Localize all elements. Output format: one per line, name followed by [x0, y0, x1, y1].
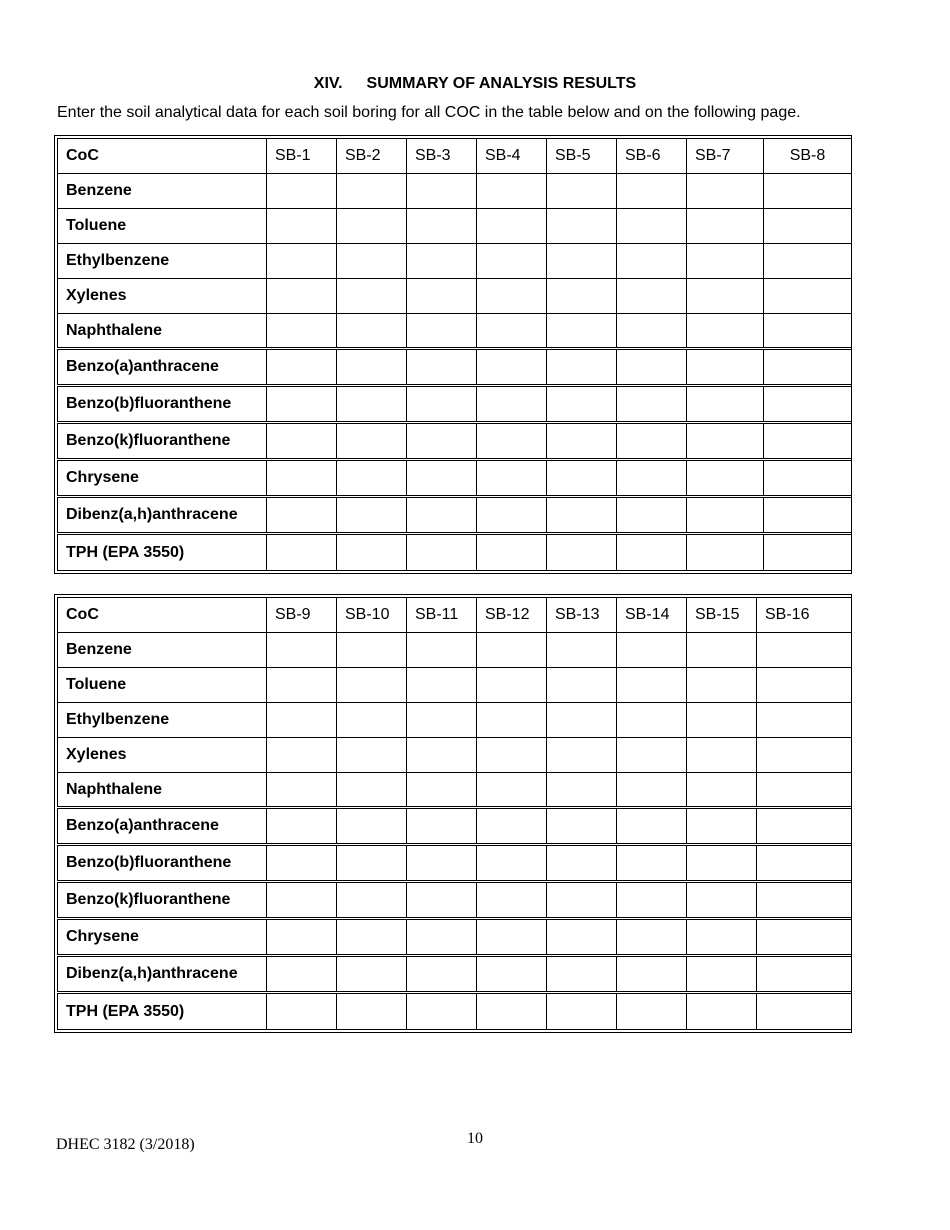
- result-cell[interactable]: [617, 534, 687, 571]
- result-cell[interactable]: [687, 279, 764, 314]
- result-cell[interactable]: [407, 882, 477, 919]
- table-row: [58, 244, 852, 279]
- result-cell[interactable]: [337, 919, 407, 956]
- result-cell[interactable]: [337, 349, 407, 386]
- result-cell[interactable]: [477, 244, 547, 279]
- result-cell[interactable]: [617, 773, 687, 808]
- table-row: [58, 534, 852, 571]
- coc-label: Dibenz(a,h)anthracene: [58, 497, 267, 534]
- result-cell[interactable]: [337, 497, 407, 534]
- result-cell[interactable]: [267, 668, 337, 703]
- result-cell[interactable]: [477, 534, 547, 571]
- result-cell[interactable]: [407, 497, 477, 534]
- results-table-1-grid: [57, 138, 852, 571]
- result-cell[interactable]: [477, 845, 547, 882]
- header-sb-6: SB-6: [617, 139, 687, 174]
- result-cell[interactable]: [267, 423, 337, 460]
- result-cell[interactable]: [547, 703, 617, 738]
- result-cell[interactable]: [547, 956, 617, 993]
- result-cell[interactable]: [407, 845, 477, 882]
- result-cell[interactable]: [337, 845, 407, 882]
- coc-label: Benzo(b)fluoranthene: [58, 845, 267, 882]
- result-cell[interactable]: [547, 349, 617, 386]
- result-cell[interactable]: [477, 497, 547, 534]
- result-cell[interactable]: [687, 703, 757, 738]
- result-cell[interactable]: [477, 738, 547, 773]
- result-cell[interactable]: [267, 386, 337, 423]
- coc-label: TPH (EPA 3550): [58, 993, 267, 1030]
- result-cell[interactable]: [477, 668, 547, 703]
- result-cell[interactable]: [477, 919, 547, 956]
- result-cell[interactable]: [337, 209, 407, 244]
- result-cell[interactable]: [617, 845, 687, 882]
- result-cell[interactable]: [764, 349, 852, 386]
- coc-label: Benzo(a)anthracene: [58, 349, 267, 386]
- result-cell[interactable]: [267, 738, 337, 773]
- result-cell[interactable]: [687, 808, 757, 845]
- result-cell[interactable]: [617, 882, 687, 919]
- table-row: [58, 882, 852, 919]
- coc-label: Benzo(a)anthracene: [58, 808, 267, 845]
- result-cell[interactable]: [687, 349, 764, 386]
- result-cell[interactable]: [267, 993, 337, 1030]
- result-cell[interactable]: [687, 209, 764, 244]
- header-sb-2: SB-2: [337, 139, 407, 174]
- result-cell[interactable]: [407, 773, 477, 808]
- result-cell[interactable]: [267, 497, 337, 534]
- coc-label: Benzo(k)fluoranthene: [58, 423, 267, 460]
- result-cell[interactable]: [617, 460, 687, 497]
- result-cell[interactable]: [477, 386, 547, 423]
- result-cell[interactable]: [617, 244, 687, 279]
- result-cell[interactable]: [407, 703, 477, 738]
- result-cell[interactable]: [337, 314, 407, 349]
- result-cell[interactable]: [617, 497, 687, 534]
- coc-label: Xylenes: [58, 279, 267, 314]
- result-cell[interactable]: [617, 174, 687, 209]
- header-sb-15: SB-15: [687, 598, 757, 633]
- instructions-text: Enter the soil analytical data for each soil boring for all COC in the table below and on the following page.: [57, 104, 801, 121]
- result-cell[interactable]: [687, 773, 757, 808]
- result-cell[interactable]: [547, 633, 617, 668]
- result-cell[interactable]: [617, 633, 687, 668]
- result-cell[interactable]: [547, 174, 617, 209]
- result-cell[interactable]: [267, 633, 337, 668]
- section-title: [0, 75, 950, 93]
- result-cell[interactable]: [407, 244, 477, 279]
- header-coc: CoC: [58, 598, 267, 633]
- table-row: [58, 845, 852, 882]
- result-cell[interactable]: [687, 919, 757, 956]
- result-cell[interactable]: [757, 738, 852, 773]
- coc-label: Xylenes: [58, 738, 267, 773]
- results-table-1: [54, 135, 852, 574]
- results-table-2-grid: [57, 597, 852, 1030]
- header-sb-5: SB-5: [547, 139, 617, 174]
- result-cell[interactable]: [687, 993, 757, 1030]
- result-cell[interactable]: [407, 738, 477, 773]
- header-sb-7: SB-7: [687, 139, 764, 174]
- header-sb-8: SB-8: [764, 139, 852, 174]
- table-row: [58, 668, 852, 703]
- result-cell[interactable]: [267, 919, 337, 956]
- result-cell[interactable]: [547, 534, 617, 571]
- result-cell[interactable]: [407, 174, 477, 209]
- result-cell[interactable]: [547, 993, 617, 1030]
- result-cell[interactable]: [547, 738, 617, 773]
- result-cell[interactable]: [407, 808, 477, 845]
- coc-label: Benzene: [58, 633, 267, 668]
- result-cell[interactable]: [757, 956, 852, 993]
- result-cell[interactable]: [407, 423, 477, 460]
- result-cell[interactable]: [407, 314, 477, 349]
- result-cell[interactable]: [757, 703, 852, 738]
- result-cell[interactable]: [337, 386, 407, 423]
- result-cell[interactable]: [267, 314, 337, 349]
- result-cell[interactable]: [547, 244, 617, 279]
- result-cell[interactable]: [477, 460, 547, 497]
- result-cell[interactable]: [407, 534, 477, 571]
- result-cell[interactable]: [764, 386, 852, 423]
- result-cell[interactable]: [687, 633, 757, 668]
- header-sb-12: SB-12: [477, 598, 547, 633]
- table-row: [58, 919, 852, 956]
- results-table-2: [54, 594, 852, 1033]
- result-cell[interactable]: [764, 423, 852, 460]
- table-row: [58, 423, 852, 460]
- result-cell[interactable]: [757, 993, 852, 1030]
- result-cell[interactable]: [547, 460, 617, 497]
- result-cell[interactable]: [617, 993, 687, 1030]
- table-header-row: [58, 139, 852, 174]
- header-sb-14: SB-14: [617, 598, 687, 633]
- result-cell[interactable]: [407, 460, 477, 497]
- result-cell[interactable]: [337, 279, 407, 314]
- result-cell[interactable]: [477, 349, 547, 386]
- coc-label: Naphthalene: [58, 773, 267, 808]
- result-cell[interactable]: [617, 668, 687, 703]
- header-sb-4: SB-4: [477, 139, 547, 174]
- result-cell[interactable]: [547, 773, 617, 808]
- result-cell[interactable]: [617, 349, 687, 386]
- result-cell[interactable]: [267, 209, 337, 244]
- result-cell[interactable]: [757, 919, 852, 956]
- coc-label: TPH (EPA 3550): [58, 534, 267, 571]
- result-cell[interactable]: [617, 423, 687, 460]
- table-row: [58, 956, 852, 993]
- result-cell[interactable]: [477, 633, 547, 668]
- header-sb-11: SB-11: [407, 598, 477, 633]
- result-cell[interactable]: [687, 845, 757, 882]
- result-cell[interactable]: [687, 174, 764, 209]
- result-cell[interactable]: [617, 919, 687, 956]
- table-row: [58, 497, 852, 534]
- result-cell[interactable]: [687, 497, 764, 534]
- result-cell[interactable]: [267, 882, 337, 919]
- coc-label: Ethylbenzene: [58, 244, 267, 279]
- result-cell[interactable]: [687, 423, 764, 460]
- result-cell[interactable]: [617, 808, 687, 845]
- result-cell[interactable]: [337, 703, 407, 738]
- coc-label: Ethylbenzene: [58, 703, 267, 738]
- table-row: [58, 993, 852, 1030]
- result-cell[interactable]: [757, 845, 852, 882]
- result-cell[interactable]: [547, 808, 617, 845]
- result-cell[interactable]: [764, 244, 852, 279]
- result-cell[interactable]: [757, 633, 852, 668]
- result-cell[interactable]: [764, 279, 852, 314]
- table-row: [58, 174, 852, 209]
- result-cell[interactable]: [267, 703, 337, 738]
- result-cell[interactable]: [687, 386, 764, 423]
- result-cell[interactable]: [687, 314, 764, 349]
- result-cell[interactable]: [337, 956, 407, 993]
- result-cell[interactable]: [687, 738, 757, 773]
- result-cell[interactable]: [757, 668, 852, 703]
- result-cell[interactable]: [337, 633, 407, 668]
- result-cell[interactable]: [267, 174, 337, 209]
- result-cell[interactable]: [337, 773, 407, 808]
- result-cell[interactable]: [687, 534, 764, 571]
- result-cell[interactable]: [337, 993, 407, 1030]
- result-cell[interactable]: [764, 497, 852, 534]
- coc-label: Naphthalene: [58, 314, 267, 349]
- result-cell[interactable]: [547, 845, 617, 882]
- result-cell[interactable]: [764, 460, 852, 497]
- header-sb-3: SB-3: [407, 139, 477, 174]
- result-cell[interactable]: [477, 773, 547, 808]
- result-cell[interactable]: [764, 314, 852, 349]
- result-cell[interactable]: [687, 460, 764, 497]
- coc-label: Chrysene: [58, 919, 267, 956]
- result-cell[interactable]: [547, 423, 617, 460]
- header-sb-16: SB-16: [757, 598, 852, 633]
- result-cell[interactable]: [337, 460, 407, 497]
- result-cell[interactable]: [407, 279, 477, 314]
- table-row: [58, 349, 852, 386]
- result-cell[interactable]: [477, 314, 547, 349]
- result-cell[interactable]: [687, 882, 757, 919]
- table-row: [58, 386, 852, 423]
- result-cell[interactable]: [547, 314, 617, 349]
- result-cell[interactable]: [267, 460, 337, 497]
- result-cell[interactable]: [477, 882, 547, 919]
- table-row: [58, 703, 852, 738]
- result-cell[interactable]: [337, 244, 407, 279]
- result-cell[interactable]: [477, 993, 547, 1030]
- section-heading: SUMMARY OF ANALYSIS RESULTS: [366, 75, 637, 92]
- header-sb-10: SB-10: [337, 598, 407, 633]
- result-cell[interactable]: [687, 956, 757, 993]
- result-cell[interactable]: [267, 279, 337, 314]
- result-cell[interactable]: [267, 773, 337, 808]
- result-cell[interactable]: [547, 882, 617, 919]
- header-sb-1: SB-1: [267, 139, 337, 174]
- result-cell[interactable]: [267, 349, 337, 386]
- result-cell[interactable]: [337, 668, 407, 703]
- table-row: [58, 279, 852, 314]
- result-cell[interactable]: [764, 209, 852, 244]
- result-cell[interactable]: [547, 386, 617, 423]
- result-cell[interactable]: [617, 703, 687, 738]
- result-cell[interactable]: [337, 174, 407, 209]
- table-row: [58, 808, 852, 845]
- result-cell[interactable]: [337, 423, 407, 460]
- table-row: [58, 738, 852, 773]
- result-cell[interactable]: [267, 956, 337, 993]
- coc-label: Dibenz(a,h)anthracene: [58, 956, 267, 993]
- coc-label: Chrysene: [58, 460, 267, 497]
- result-cell[interactable]: [617, 956, 687, 993]
- result-cell[interactable]: [617, 279, 687, 314]
- result-cell[interactable]: [757, 882, 852, 919]
- result-cell[interactable]: [407, 209, 477, 244]
- result-cell[interactable]: [547, 668, 617, 703]
- table-header-row: [58, 598, 852, 633]
- result-cell[interactable]: [477, 808, 547, 845]
- result-cell[interactable]: [687, 244, 764, 279]
- result-cell[interactable]: [477, 956, 547, 993]
- coc-label: Benzo(b)fluoranthene: [58, 386, 267, 423]
- result-cell[interactable]: [617, 209, 687, 244]
- coc-label: Toluene: [58, 668, 267, 703]
- result-cell[interactable]: [617, 386, 687, 423]
- result-cell[interactable]: [337, 808, 407, 845]
- result-cell[interactable]: [617, 314, 687, 349]
- table-row: [58, 314, 852, 349]
- result-cell[interactable]: [687, 668, 757, 703]
- result-cell[interactable]: [407, 993, 477, 1030]
- result-cell[interactable]: [617, 738, 687, 773]
- result-cell[interactable]: [407, 919, 477, 956]
- result-cell[interactable]: [407, 668, 477, 703]
- result-cell[interactable]: [407, 633, 477, 668]
- header-sb-9: SB-9: [267, 598, 337, 633]
- table-row: [58, 773, 852, 808]
- result-cell[interactable]: [267, 244, 337, 279]
- result-cell[interactable]: [477, 174, 547, 209]
- table-row: [58, 209, 852, 244]
- result-cell[interactable]: [337, 882, 407, 919]
- result-cell[interactable]: [547, 279, 617, 314]
- result-cell[interactable]: [407, 386, 477, 423]
- table-row: [58, 633, 852, 668]
- result-cell[interactable]: [477, 209, 547, 244]
- coc-label: Benzo(k)fluoranthene: [58, 882, 267, 919]
- header-sb-13: SB-13: [547, 598, 617, 633]
- table-row: [58, 460, 852, 497]
- result-cell[interactable]: [757, 808, 852, 845]
- coc-label: Benzene: [58, 174, 267, 209]
- coc-label: Toluene: [58, 209, 267, 244]
- result-cell[interactable]: [547, 209, 617, 244]
- result-cell[interactable]: [477, 703, 547, 738]
- result-cell[interactable]: [267, 534, 337, 571]
- header-coc: CoC: [58, 139, 267, 174]
- result-cell[interactable]: [337, 738, 407, 773]
- result-cell[interactable]: [547, 919, 617, 956]
- section-number: XIV.: [313, 75, 343, 92]
- result-cell[interactable]: [407, 956, 477, 993]
- result-cell[interactable]: [267, 845, 337, 882]
- result-cell[interactable]: [477, 423, 547, 460]
- result-cell[interactable]: [267, 808, 337, 845]
- result-cell[interactable]: [407, 349, 477, 386]
- result-cell[interactable]: [757, 773, 852, 808]
- page-number: 10: [467, 1130, 483, 1147]
- result-cell[interactable]: [764, 174, 852, 209]
- result-cell[interactable]: [337, 534, 407, 571]
- result-cell[interactable]: [547, 497, 617, 534]
- result-cell[interactable]: [764, 534, 852, 571]
- result-cell[interactable]: [477, 279, 547, 314]
- form-id: DHEC 3182 (3/2018): [56, 1136, 195, 1153]
